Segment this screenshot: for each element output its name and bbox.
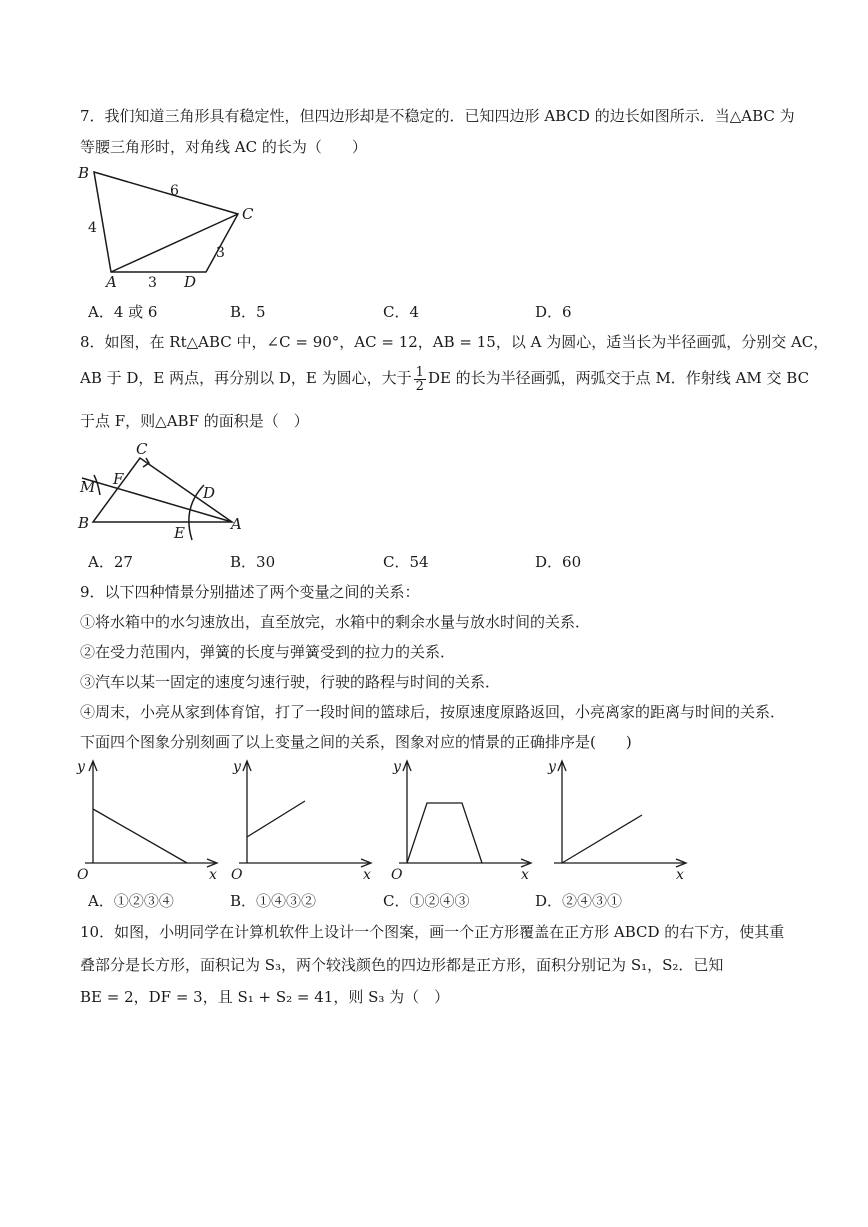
q9-graph-3 — [385, 755, 545, 883]
q8-option-b: B．30 — [230, 553, 276, 571]
q9-option-a: A．①②③④ — [88, 892, 174, 910]
q7-option-d: D．6 — [535, 303, 572, 321]
q8-stem-line2 — [80, 362, 809, 394]
q9-scenario-2: ②在受力范围内，弹簧的长度与弹簧受到的拉力的关系． — [80, 643, 456, 661]
q8-stem-line1: 8．如图，在 Rt△ABC 中，∠C = 90°，AC = 12，AB = 15，以 A 为圆心，适当长为半径画弧，分别交 AC， — [80, 333, 829, 351]
x-axis-label: x — [521, 867, 529, 883]
origin-label: O — [391, 867, 403, 883]
q9-stem-line1: 9．以下四种情景分别描述了两个变量之间的关系： — [80, 583, 420, 601]
side-ad-length: 3 — [148, 275, 157, 291]
side-cd-length: 3 — [216, 245, 225, 261]
q9-graph-4 — [540, 755, 700, 883]
x-axis-label: x — [209, 867, 217, 883]
series-line — [562, 815, 642, 863]
q7-stem-line2: 等腰三角形时，对角线 AC 的长为（ ） — [80, 138, 367, 156]
q10-stem-line2: 叠部分是长方形，面积记为 S₃，两个较浅颜色的四边形都是正方形，面积分别记为 S₁，S₂．已知 — [80, 956, 724, 974]
q7-quadrilateral-figure — [70, 160, 270, 295]
label-b: B — [78, 514, 90, 532]
y-axis-label: y — [548, 759, 556, 775]
label-c: C — [136, 440, 148, 458]
y-axis-label: y — [77, 759, 85, 775]
q8-triangle-figure — [70, 440, 260, 548]
side-ab-length: 4 — [88, 220, 97, 236]
q9-graph-2 — [225, 755, 385, 883]
q7-option-a: A．4 或 6 — [88, 303, 158, 321]
q7-option-b: B．5 — [230, 303, 266, 321]
label-d: D — [184, 273, 197, 291]
q8-option-c: C．54 — [383, 553, 429, 571]
label-a: A — [231, 515, 242, 533]
label-c: C — [242, 205, 254, 223]
q8-stem-line2-end: DE 的长为半径画弧，两弧交于点 M．作射线 AM 交 BC — [427, 369, 810, 387]
q9-graph-1 — [75, 755, 225, 883]
fraction-one-half — [414, 366, 426, 393]
q8-stem-line2-start: AB 于 D，E 两点，再分别以 D，E 为圆心，大于 — [80, 369, 412, 387]
q7-stem-line1: 7．我们知道三角形具有稳定性，但四边形却是不稳定的．已知四边形 ABCD 的边长如图所示．当△ABC 为 — [80, 107, 795, 125]
q10-stem-line3: BE = 2，DF = 3，且 S₁ + S₂ = 41，则 S₃ 为（ ） — [80, 988, 450, 1006]
x-axis-label: x — [676, 867, 684, 883]
origin-label: O — [77, 867, 89, 883]
fraction-numerator: 1 — [415, 364, 424, 380]
q7-option-c: C．4 — [383, 303, 420, 321]
y-axis-label: y — [233, 759, 241, 775]
side-bc-length: 6 — [170, 183, 179, 199]
y-axis-label: y — [393, 759, 401, 775]
q8-option-d: D．60 — [535, 553, 582, 571]
diagonal-ac — [111, 214, 238, 272]
label-b: B — [78, 164, 90, 182]
series-line — [407, 803, 482, 863]
q9-option-c: C．①②④③ — [383, 892, 470, 910]
origin-label: O — [231, 867, 243, 883]
label-m: M — [80, 478, 96, 496]
label-f: F — [113, 470, 124, 488]
q9-question-line: 下面四个图象分别刻画了以上变量之间的关系，图象对应的情景的正确排序是( ) — [80, 733, 632, 751]
series-line — [247, 801, 305, 837]
q8-stem-line3: 于点 F，则△ABF 的面积是（ ） — [80, 412, 309, 430]
q9-scenario-4: ④周末，小亮从家到体育馆，打了一段时间的篮球后，按原速度原路返回，小亮离家的距离与时间的关系． — [80, 703, 786, 721]
q8-option-a: A．27 — [88, 553, 133, 571]
fraction-denominator: 2 — [415, 378, 424, 394]
q10-stem-line1: 10．如图，小明同学在计算机软件上设计一个图案，画一个正方形覆盖在正方形 ABCD 的右下方，使其重 — [80, 923, 785, 941]
q9-scenario-1: ①将水箱中的水匀速放出，直至放完，水箱中的剩余水量与放水时间的关系． — [80, 613, 591, 631]
x-axis-label: x — [363, 867, 371, 883]
label-a: A — [106, 273, 117, 291]
label-d: D — [203, 484, 216, 502]
q9-option-d: D．②④③① — [535, 892, 623, 910]
q9-scenario-3: ③汽车以某一固定的速度匀速行驶，行驶的路程与时间的关系． — [80, 673, 501, 691]
series-line — [93, 809, 187, 863]
q9-option-b: B．①④③② — [230, 892, 317, 910]
label-e: E — [174, 524, 185, 542]
